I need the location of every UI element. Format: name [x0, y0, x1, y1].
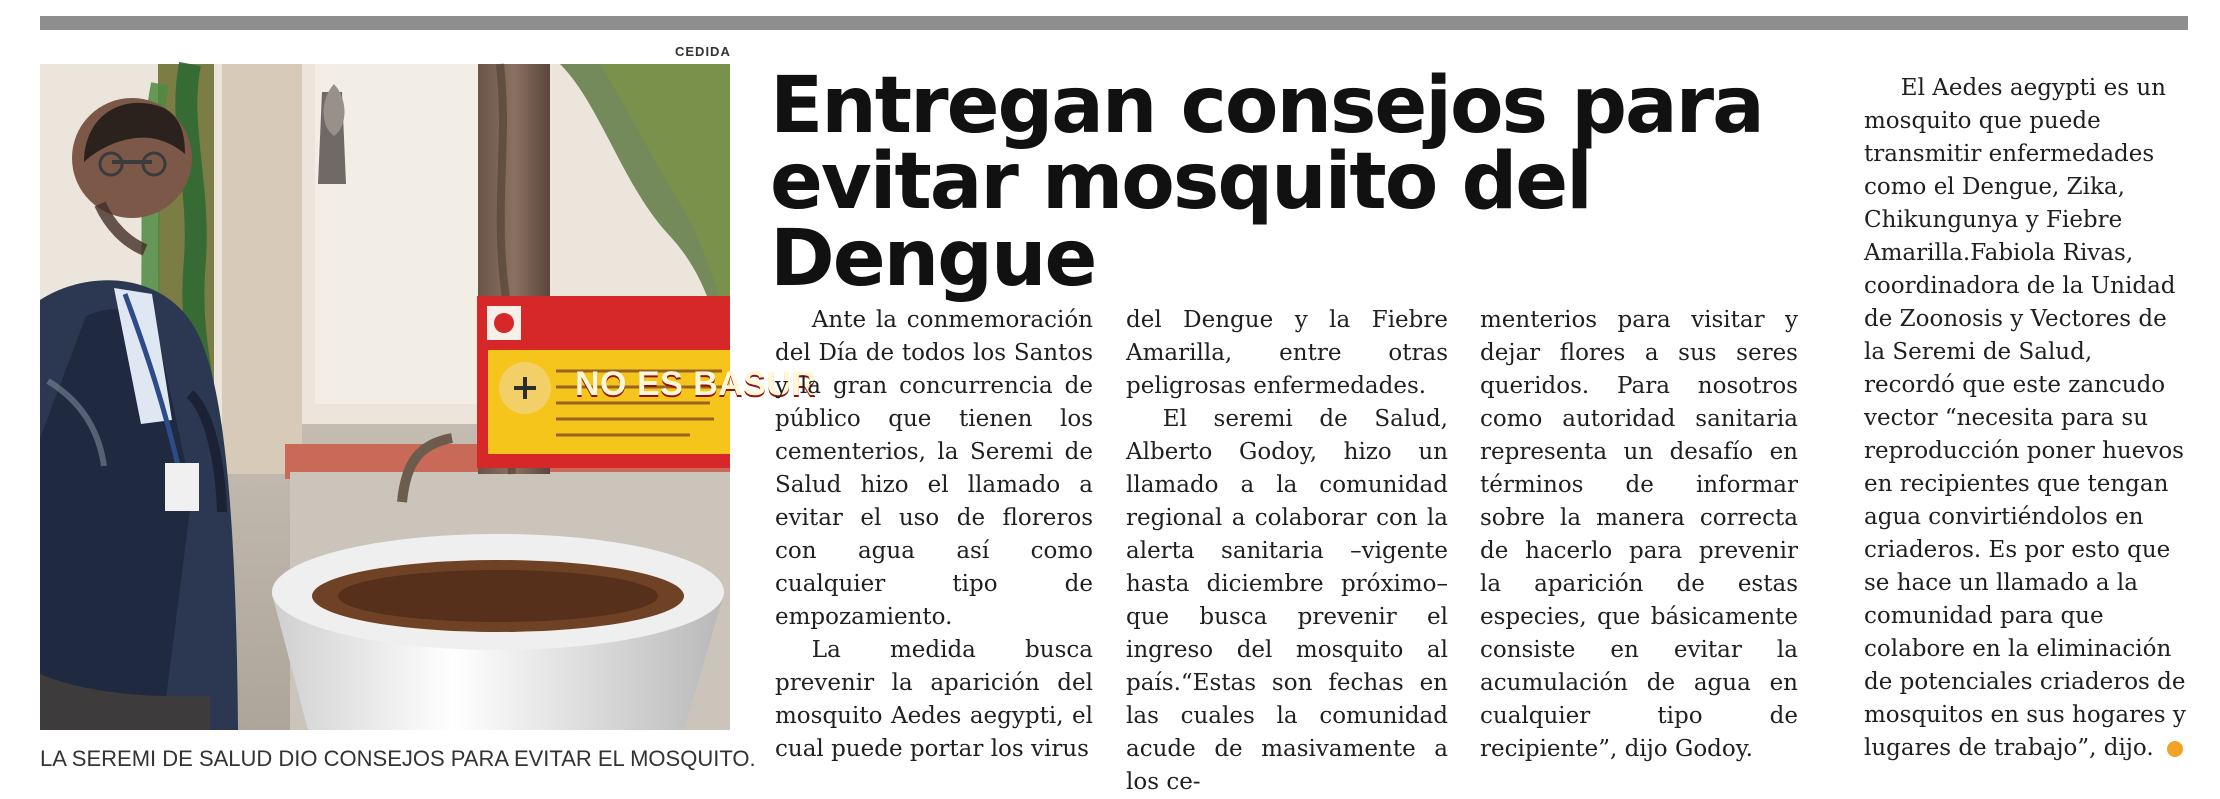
end-mark-icon: ✪ — [2167, 741, 2183, 757]
article-column-2 — [1126, 304, 1448, 799]
article-column-3 — [1480, 304, 1798, 766]
column-3-paragraph-1: menterios para visitar y dejar flores a sus seres queridos. Para nosotros como autoridad sanitaria representa un desafío en términos de informar sobre la manera correcta de hacerlo para prevenir la aparición de estas especies, que básicamente consiste en evitar la acumulación de agua en cualquier tipo de recipiente”, dijo Godoy. — [1480, 307, 1798, 762]
photo-credit: CEDIDA — [675, 44, 731, 59]
column-2-paragraph-2: El seremi de Salud, Alberto Godoy, hizo un llamado a la comunidad regional a colaborar con la alerta sanitaria –vigente hasta diciembre próximo– que busca prevenir el ingreso del mosquito al país.“Estas son fechas en las cuales la comunidad acude de masivamente a los ce- — [1126, 406, 1448, 795]
column-2-paragraph-1: del Dengue y la Fiebre Amarilla, entre otras peligrosas enfermedades. — [1126, 307, 1448, 399]
photo-sign-text: NO ES BASUR — [575, 365, 817, 403]
photo-caption: LA SEREMI DE SALUD DIO CONSEJOS PARA EVITAR EL MOSQUITO. — [40, 746, 756, 771]
column-1-paragraph-1: Ante la conmemoración del Día de todos los Santos y la gran concurrencia de público que tienen los cementerios, la Seremi de Salud hizo el llamado a evitar el uso de floreros con agua así como cualquier tipo de empozamiento. — [775, 307, 1093, 630]
column-4-paragraph-1 — [1864, 72, 2214, 765]
column-1-paragraph-2: La medida busca prevenir la aparición del mosquito Aedes aegypti, el cual puede portar los virus — [775, 637, 1093, 762]
article-headline: Entregan consejos para evitar mosquito del Dengue — [770, 61, 1763, 304]
top-rule — [40, 16, 2188, 30]
article-photo — [40, 64, 817, 730]
column-4-paragraph-text: El Aedes aegypti es un mosquito que puede transmitir enfermedades como el Dengue, Zika, Chikungunya y Fiebre Amarilla.Fabiola Rivas, coordinadora de la Unidad de Zoonosis y Vectores de la Seremi de Salud, recordó que este zancudo vector “necesita para su reproducción poner huevos en recipientes que tengan agua convirtiéndolos en criaderos. Es por esto que se hace un llamado a la comunidad para que colabore en la eliminación de potenciales criaderos de mosquitos en sus hogares y lugares de trabajo”, dijo. — [1864, 75, 2186, 761]
article-column-1 — [775, 304, 1093, 766]
article-column-4 — [1864, 72, 2214, 765]
